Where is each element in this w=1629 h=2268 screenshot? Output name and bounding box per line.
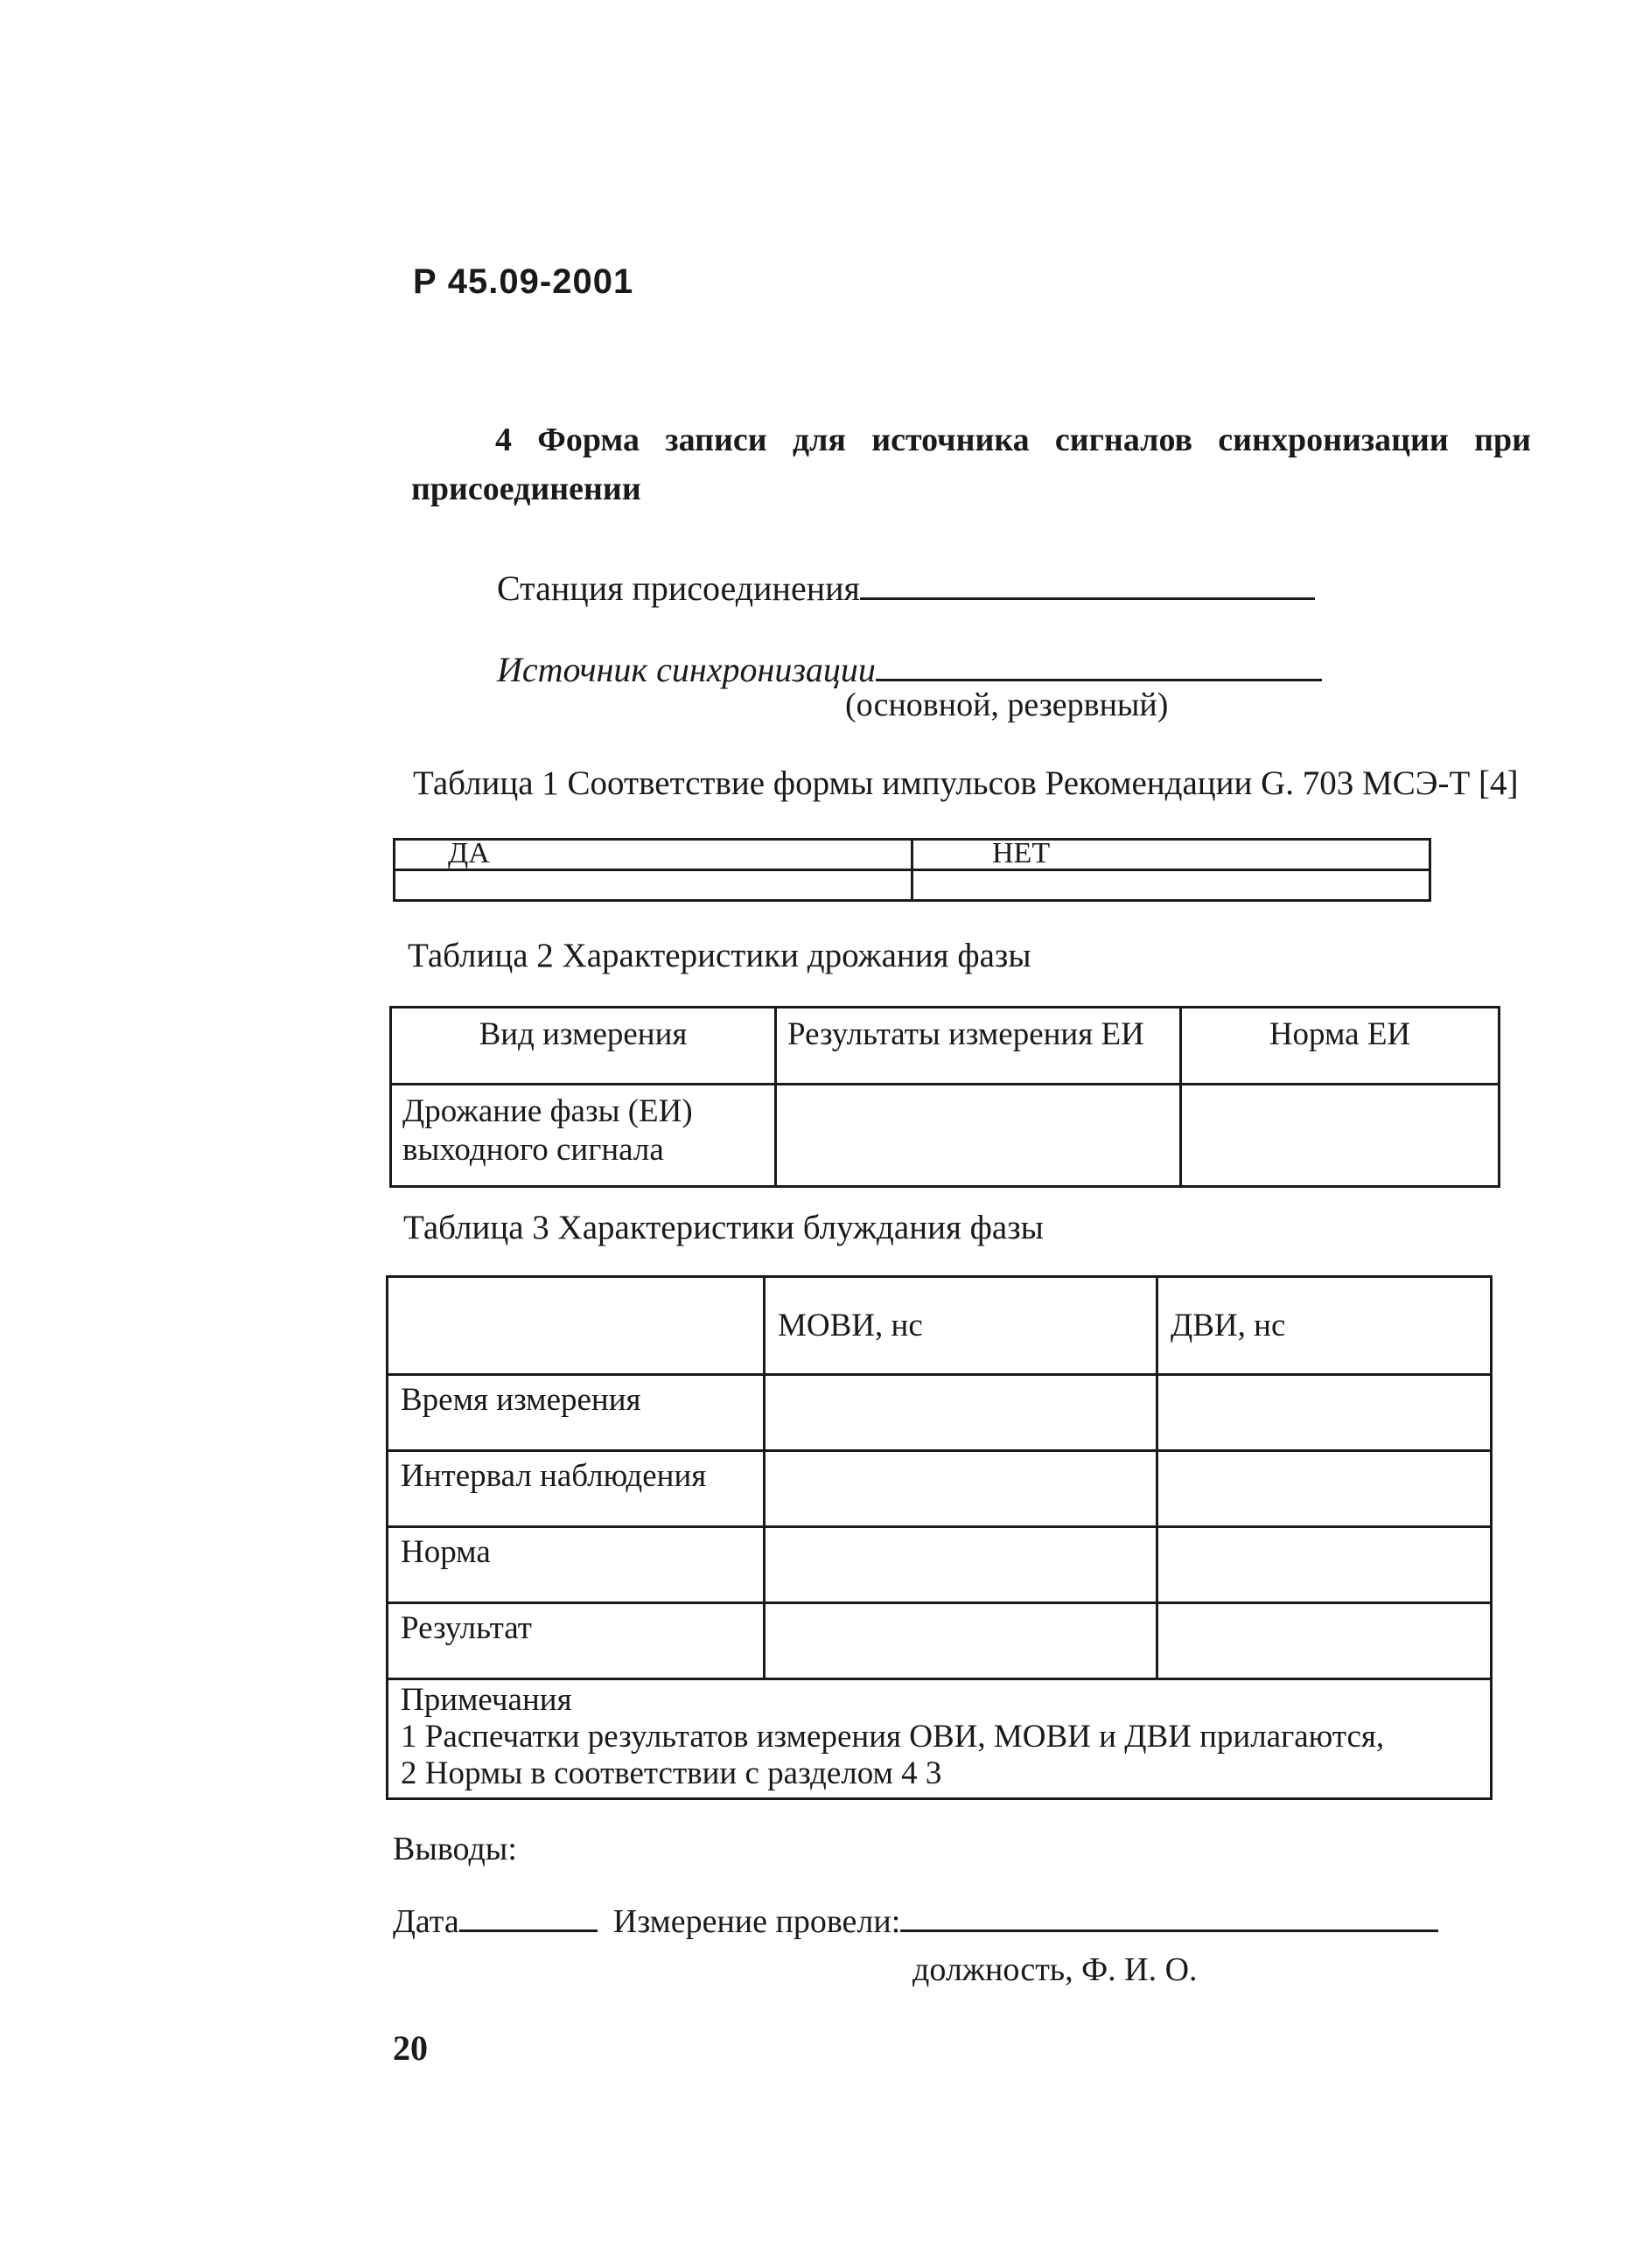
station-label: Станция присоединения	[497, 569, 860, 608]
table-row	[388, 1679, 1492, 1799]
table3-cell: Норма	[388, 1527, 765, 1603]
table2	[389, 1006, 1500, 1188]
table3-header: МОВИ, нс	[765, 1277, 1157, 1375]
table3-cell	[1157, 1451, 1492, 1527]
table3-cell: Время измерения	[388, 1375, 765, 1451]
page-number: 20	[393, 2028, 428, 2068]
table3-cell: Интервал наблюдения	[388, 1451, 765, 1527]
section-heading-line2: присоединении	[411, 471, 641, 507]
table1-caption: Таблица 1 Соответствие формы импульсов Рекомендации G. 703 МСЭ-Т [4]	[413, 764, 1519, 802]
date-blank-line	[459, 1898, 598, 1932]
table1	[393, 838, 1431, 902]
table2-header: Вид измерения	[391, 1008, 776, 1085]
table1-header-yes: ДА	[395, 840, 912, 870]
note-2: 2 Нормы в соответствии с разделом 4 3	[401, 1755, 942, 1791]
section-heading-line1: 4 Форма записи для источника сигналов синхронизации при	[495, 422, 1531, 458]
table3-cell	[765, 1527, 1157, 1603]
table3-cell	[1157, 1603, 1492, 1679]
table2-cell: Дрожание фазы (ЕИ) выходного сигнала	[391, 1085, 776, 1187]
table-row	[395, 870, 1430, 901]
table-row	[388, 1451, 1492, 1527]
station-blank-line	[860, 566, 1315, 600]
table1-cell	[395, 870, 912, 901]
table3-header	[388, 1277, 765, 1375]
sync-source-label: Источник синхронизации	[497, 650, 876, 689]
note-1: 1 Распечатки результатов измерения ОВИ, МОВИ и ДВИ прилагаются,	[401, 1719, 1385, 1755]
notes-title: Примечания	[401, 1682, 572, 1718]
measured-by-hint: должность, Ф. И. О.	[912, 1951, 1198, 1988]
signature-row	[393, 1898, 1438, 1941]
table3-cell	[765, 1451, 1157, 1527]
table1-header-no: НЕТ	[912, 840, 1430, 870]
document-code: Р 45.09-2001	[413, 262, 634, 301]
table2-caption: Таблица 2 Характеристики дрожания фазы	[408, 937, 1031, 974]
measured-by-blank-line	[900, 1898, 1438, 1932]
sync-source-blank-line	[876, 647, 1322, 681]
table-row	[388, 1375, 1492, 1451]
table3-notes	[388, 1679, 1492, 1799]
measured-by-label: Измерение провели:	[612, 1903, 901, 1940]
sync-source-field	[497, 647, 1322, 690]
table3-cell: Результат	[388, 1603, 765, 1679]
table3-header: ДВИ, нс	[1157, 1277, 1492, 1375]
table3-cell	[765, 1603, 1157, 1679]
table-row	[388, 1603, 1492, 1679]
table-row	[395, 840, 1430, 870]
table3-cell	[1157, 1375, 1492, 1451]
conclusions-label: Выводы:	[393, 1831, 517, 1867]
table-row	[391, 1085, 1500, 1187]
table3	[386, 1275, 1493, 1800]
sync-source-hint: (основной, резервный)	[845, 687, 1169, 723]
section-heading	[411, 415, 1531, 513]
station-field	[497, 566, 1315, 609]
date-label: Дата	[393, 1903, 459, 1940]
table-row	[388, 1277, 1492, 1375]
table3-cell	[765, 1375, 1157, 1451]
table3-cell	[1157, 1527, 1492, 1603]
table-row	[391, 1008, 1500, 1085]
table2-header: Норма ЕИ	[1181, 1008, 1500, 1085]
table1-cell	[912, 870, 1430, 901]
table-row	[388, 1527, 1492, 1603]
table2-cell	[1181, 1085, 1500, 1187]
table2-header: Результаты измерения ЕИ	[776, 1008, 1181, 1085]
table2-cell	[776, 1085, 1181, 1187]
table3-caption: Таблица 3 Характеристики блуждания фазы	[403, 1209, 1044, 1246]
